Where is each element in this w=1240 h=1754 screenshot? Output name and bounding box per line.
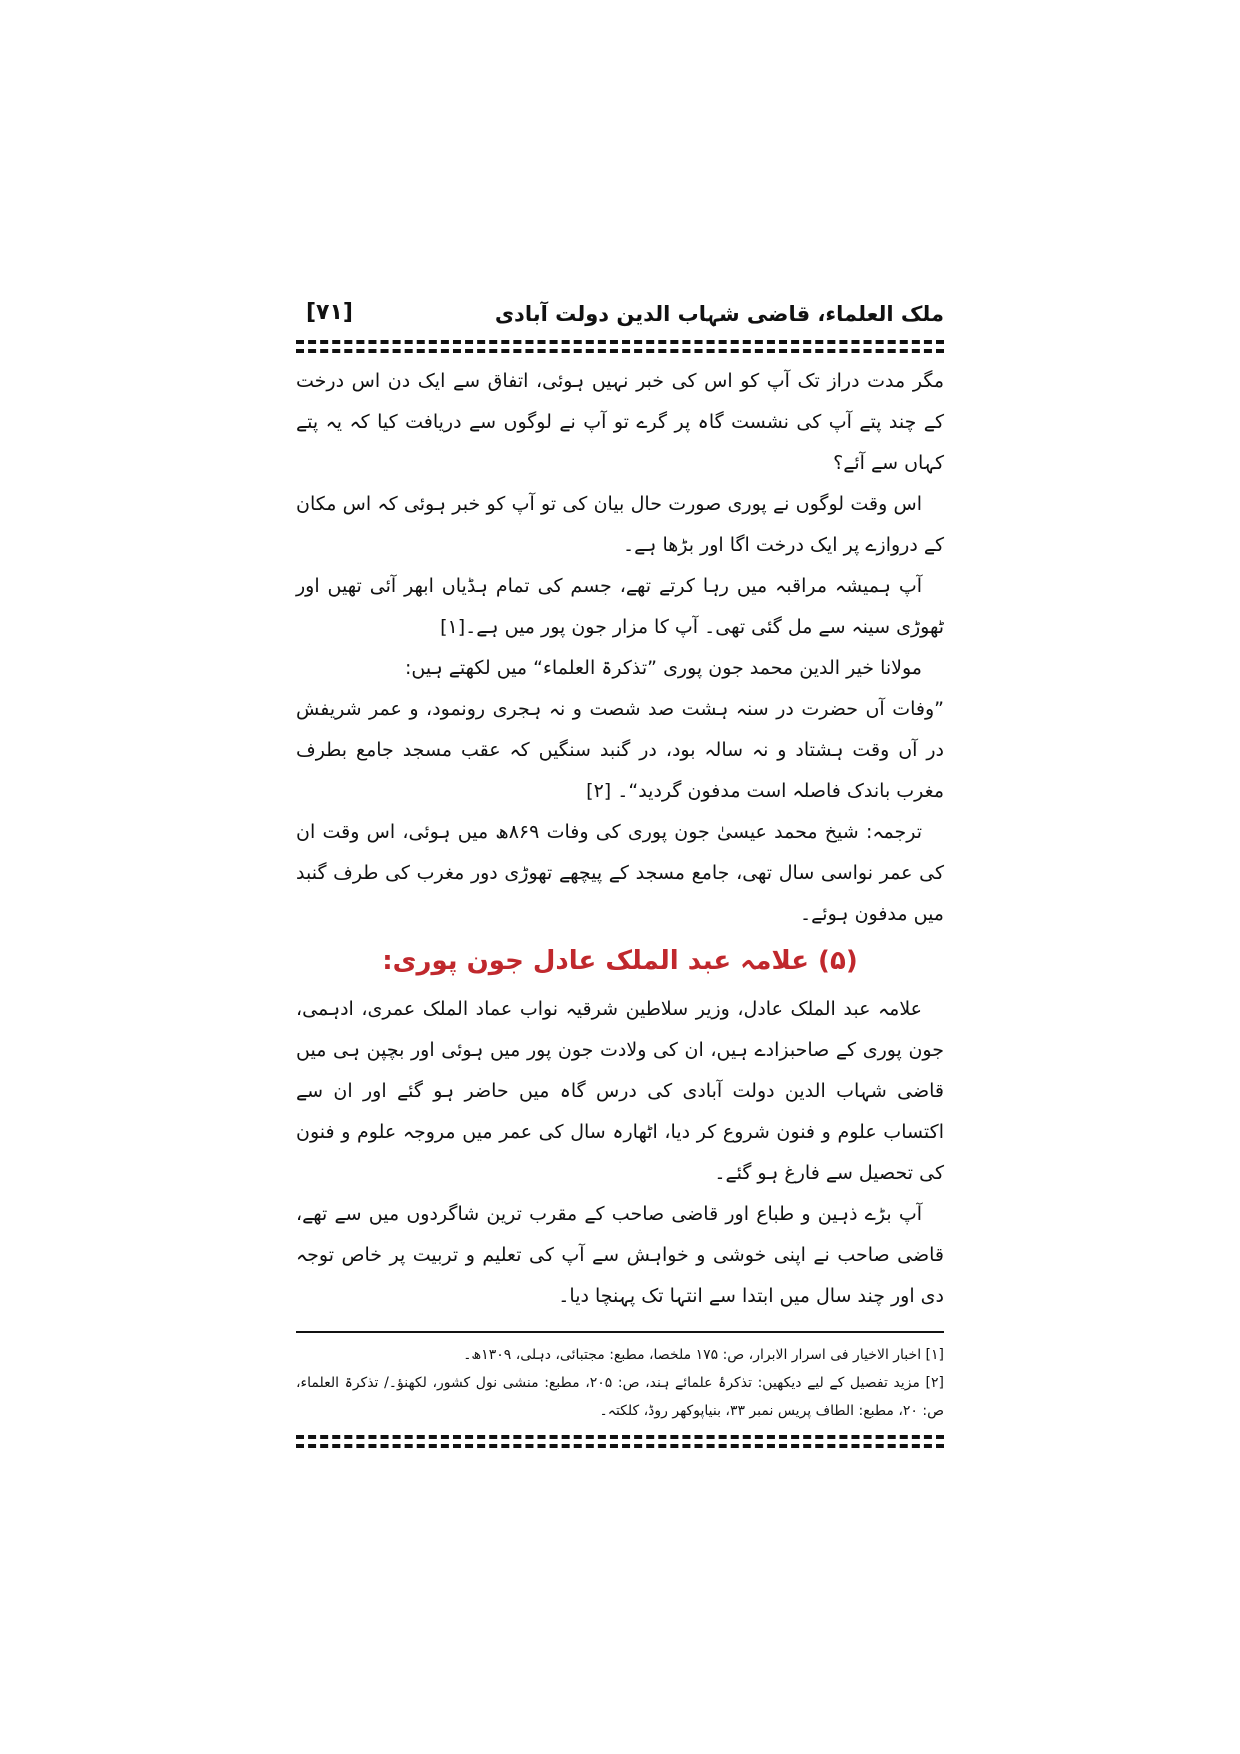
book-page <box>296 296 944 1436</box>
persian-quotation: ”وفات آں حضرت در سنہ ہشت صد شصت و نہ ہجری رونمود، و عمر شریفش در آں وقت ہشتاد و نہ سالہ بود، در گنبد سنگیں کہ عقب مسجد جامع بطرف مغرب باندک فاصلہ است مدفون گردید“۔ [۲] <box>296 698 944 802</box>
page-number: [۷۱] <box>306 300 353 325</box>
footnote: [۲] مزید تفصیل کے لیے دیکھیں: تذکرۂ علمائے ہند، ص: ۲۰۵، مطبع: منشی نول کشور، لکھنؤ۔/ تذکرۃ العلماء، ص: ۲۰، مطبع: الطاف پریس نمبر ۳۳، بنیاپوکھر روڈ، کلکتہ۔ <box>296 1375 944 1419</box>
body-text <box>296 361 944 1317</box>
running-title: ملک العلماء، قاضی شہاب الدین دولت آبادی <box>494 302 944 326</box>
paragraph: آپ بڑے ذہین و طباع اور قاضی صاحب کے مقرب ترین شاگردوں میں سے تھے، قاضی صاحب نے اپنی خوشی و خواہش سے آپ کی تعلیم و تربیت پر خاص توجہ دی اور چند سال میں ابتدا سے انتہا تک پہنچا دیا۔ <box>296 1203 944 1307</box>
page-header <box>296 296 944 340</box>
footer-divider <box>296 1435 944 1448</box>
paragraph: اس وقت لوگوں نے پوری صورت حال بیان کی تو آپ کو خبر ہوئی کہ اس مکان کے دروازے پر ایک درخت اگا اور بڑھا ہے۔ <box>296 493 944 556</box>
header-divider <box>296 340 944 353</box>
paragraph: مگر مدت دراز تک آپ کو اس کی خبر نہیں ہوئی، اتفاق سے ایک دن اس درخت کے چند پتے آپ کی نشست گاہ پر گرے تو آپ نے لوگوں سے دریافت کیا کہ یہ پتے کہاں سے آئے؟ <box>296 370 944 474</box>
paragraph: آپ ہمیشہ مراقبہ میں رہا کرتے تھے، جسم کی تمام ہڈیاں ابھر آئی تھیں اور ٹھوڑی سینہ سے مل گئی تھی۔ آپ کا مزار جون پور میں ہے۔[۱] <box>296 575 944 638</box>
footnote: [۱] اخبار الاخیار فی اسرار الابرار، ص: ۱۷۵ ملخصا، مطبع: مجتبائی، دہلی، ۱۳۰۹ھ۔ <box>463 1347 944 1363</box>
footnotes <box>296 1341 944 1425</box>
paragraph: علامہ عبد الملک عادل، وزیر سلاطین شرقیہ نواب عماد الملک عمری، ادہمی، جون پوری کے صاحبزادے ہیں، ان کی ولادت جون پور میں ہوئی اور بچپن ہی میں قاضی شہاب الدین دولت آبادی کی درس گاہ میں حاضر ہو گئے اور ان سے اکتساب علوم و فنون شروع کر دیا، اٹھارہ سال کی عمر میں مروجہ علوم و فنون کی تحصیل سے فارغ ہو گئے۔ <box>296 998 944 1184</box>
paragraph: مولانا خیر الدین محمد جون پوری ”تذکرۃ العلماء“ میں لکھتے ہیں: <box>405 657 922 679</box>
translation-paragraph: ترجمہ: شیخ محمد عیسیٰ جون پوری کی وفات ۸۶۹ھ میں ہوئی، اس وقت ان کی عمر نواسی سال تھی، جامع مسجد کے پیچھے تھوڑی دور مغرب کی طرف گنبد میں مدفون ہوئے۔ <box>296 821 944 925</box>
section-heading: (۵) علامہ عبد الملک عادل جون پوری: <box>382 946 858 976</box>
footnote-divider <box>296 1331 944 1333</box>
